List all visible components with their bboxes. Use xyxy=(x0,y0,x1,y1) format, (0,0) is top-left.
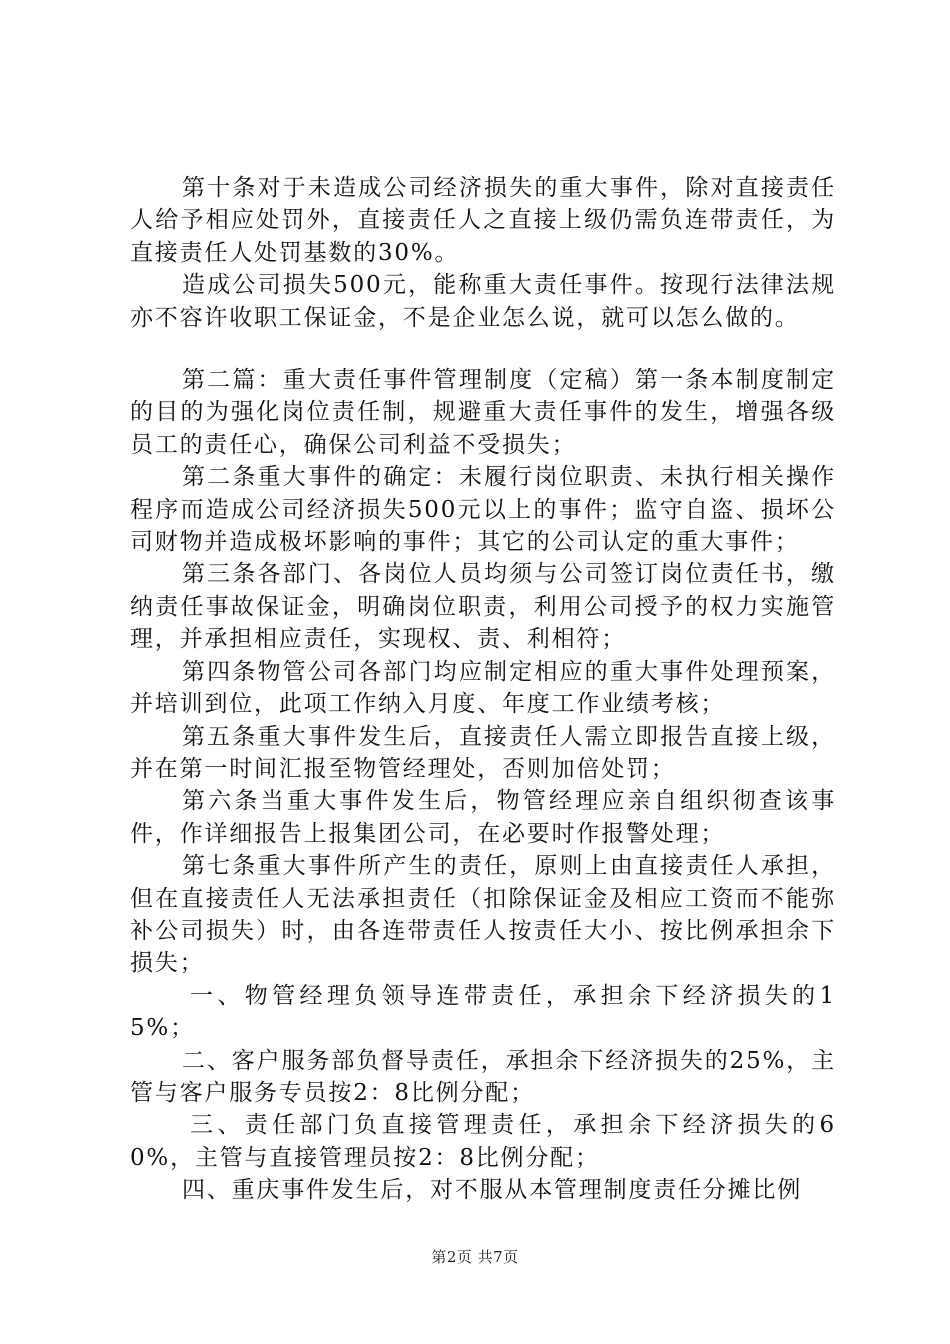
paragraph-comment: 造成公司损失500元，能称重大责任事件。按现行法律法规亦不容许收职工保证金，不是企业怎么说，就可以怎么做的。 xyxy=(130,272,836,331)
paragraph-article-6: 第六条当重大事件发生后，物管经理应亲自组织彻查该事件，作详细报告上报集团公司，在必要时作报警处理； xyxy=(130,788,836,847)
paragraph-article-4: 第四条物管公司各部门均应制定相应的重大事件处理预案，并培训到位，此项工作纳入月度、年度工作业绩考核； xyxy=(130,658,836,718)
page-footer: 第2页 共7页 xyxy=(431,1248,519,1266)
paragraph-part-two-article-1: 第二篇：重大责任事件管理制度（定稿）第一条本制度制定的目的为强化岗位责任制，规避重大责任事件的发生，增强各级员工的责任心，确保公司利益不受损失； xyxy=(130,367,836,458)
paragraph-article-10: 第十条对于未造成公司经济损失的重大事件，除对直接责任人给予相应处罚外，直接责任人之直接上级仍需负连带责任，为直接责任人处罚基数的30%。 xyxy=(130,175,836,266)
document-body xyxy=(130,172,836,1207)
paragraph-article-5: 第五条重大事件发生后，直接责任人需立即报告直接上级，并在第一时间汇报至物管经理处，否则加倍处罚； xyxy=(130,723,836,782)
paragraph-item-3: 三、责任部门负直接管理责任，承担余下经济损失的60%，主管与直接管理员按2：8比例分配； xyxy=(130,1112,836,1171)
paragraph-item-4: 四、重庆事件发生后，对不服从本管理制度责任分摊比例 xyxy=(182,1177,802,1204)
paragraph-article-7: 第七条重大事件所产生的责任，原则上由直接责任人承担，但在直接责任人无法承担责任（扣除保证金及相应工资而不能弥补公司损失）时，由各连带责任人按责任大小、按比例承担余下损失； xyxy=(130,853,836,977)
paragraph-item-1: 一、物管经理负领导连带责任，承担余下经济损失的15%； xyxy=(130,982,836,1042)
paragraph-article-2: 第二条重大事件的确定：未履行岗位职责、未执行相关操作程序而造成公司经济损失500元以上的事件；监守自盗、损坏公司财物并造成极坏影响的事件；其它的公司认定的重大事件； xyxy=(130,464,836,556)
paragraph-article-3: 第三条各部门、各岗位人员均须与公司签订岗位责任书，缴纳责任事故保证金，明确岗位职责，利用公司授予的权力实施管理，并承担相应责任，实现权、责、利相符； xyxy=(130,561,836,653)
paragraph-item-2: 二、客户服务部负督导责任，承担余下经济损失的25%，主管与客户服务专员按2：8比例分配； xyxy=(130,1047,836,1106)
